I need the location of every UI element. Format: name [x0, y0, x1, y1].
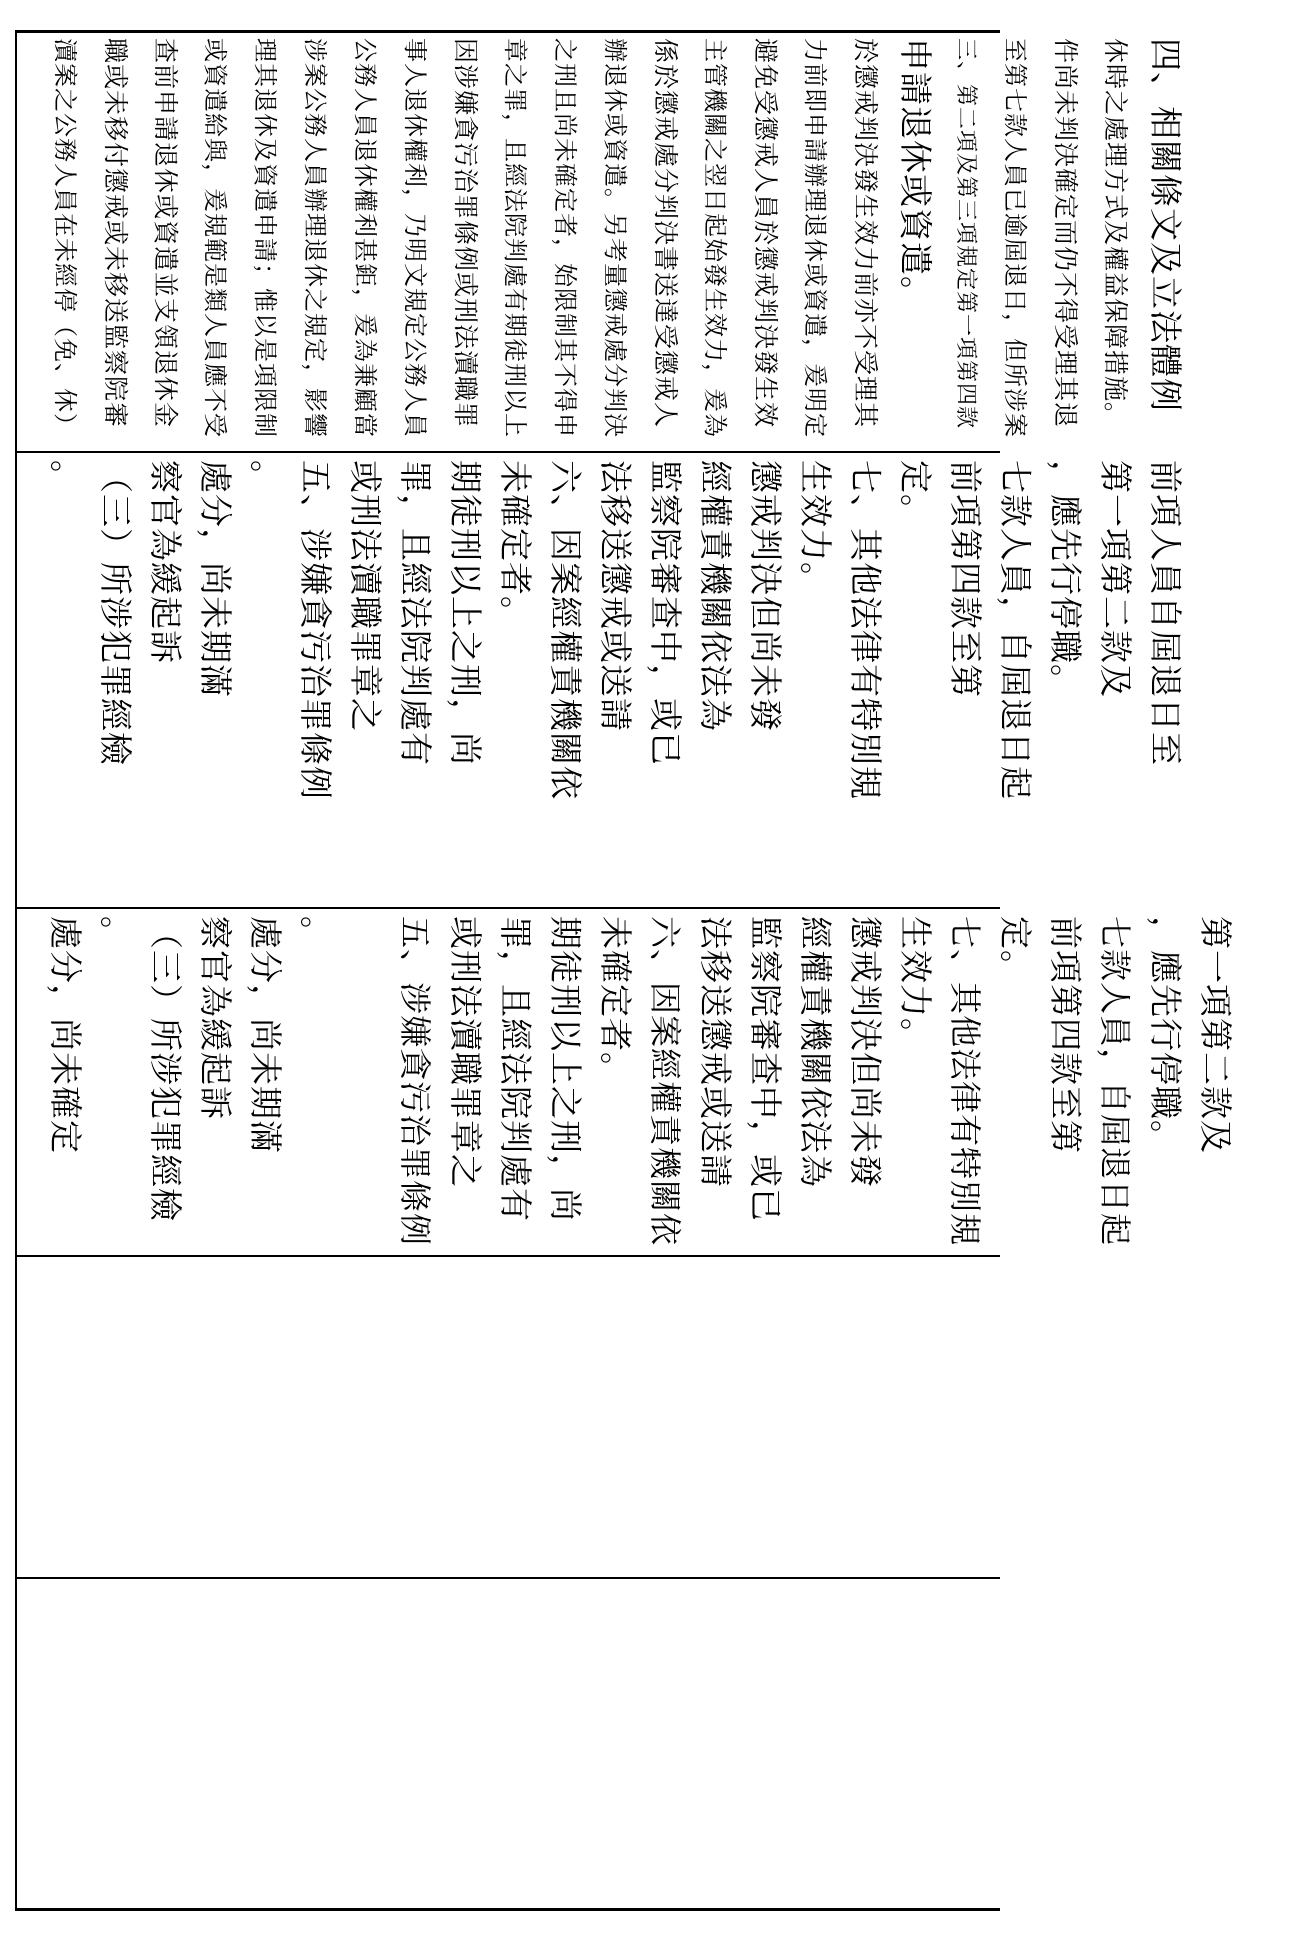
empty-panel-2 — [40, 1584, 990, 1904]
current-article-panel — [40, 916, 1235, 1252]
current-article-text-line: 生效力。 — [896, 916, 935, 1052]
draft-article-text-line: 。 — [46, 460, 85, 494]
draft-article-text-line: 七、其他法律有特別規 — [846, 460, 885, 800]
draft-article-column — [90, 460, 140, 904]
explanation-column — [440, 38, 490, 448]
explanation-column — [1040, 38, 1090, 448]
current-article-text-line: 。 — [96, 916, 135, 950]
draft-article-text-line: （三）所涉犯罪經檢 — [96, 460, 135, 766]
draft-article-column — [740, 460, 790, 904]
draft-article-column — [40, 460, 90, 904]
current-article-text-line: 罪，且經法院判處有 — [496, 916, 535, 1222]
explanation-text-line: 主管機關之翌日起始發生效力，爰為 — [701, 38, 729, 438]
draft-article-column — [340, 460, 390, 904]
draft-article-column — [540, 460, 590, 904]
explanation-text-line: 事人退休權利，乃明文規定公務人員 — [401, 38, 429, 438]
explanation-text-line: 於懲戒判決發生效力前亦不受理其 — [851, 38, 880, 429]
draft-article-text-line: 。 — [246, 460, 285, 494]
draft-article-column — [990, 460, 1040, 904]
current-article-columns — [40, 916, 1235, 1252]
draft-article-text-line: 第一項第二款及 — [1096, 460, 1135, 698]
current-article-column — [540, 916, 590, 1252]
current-article-column — [90, 916, 140, 1252]
current-article-column — [890, 916, 940, 1252]
row-divider-2 — [15, 907, 1000, 909]
draft-article-column — [590, 460, 640, 904]
current-article-text-line: 處分，尚未期滿 — [246, 916, 285, 1154]
current-article-column — [640, 916, 690, 1252]
explanation-text-line: 至第七款人員已逾屆退日，但所涉案 — [1001, 38, 1029, 438]
draft-article-columns — [40, 460, 1185, 904]
draft-article-column — [640, 460, 690, 904]
current-article-text-line: 七、其他法律有特別規 — [946, 916, 984, 1247]
current-article-column — [240, 916, 290, 1252]
empty-panel-1 — [40, 1262, 990, 1574]
current-article-text-line: 未確定者。 — [596, 916, 635, 1086]
current-article-column — [140, 916, 190, 1252]
current-article-text-line: （三）所涉犯罪經檢 — [146, 916, 185, 1222]
explanation-text-line: 章之罪，且經法院判處有期徒刑以上 — [501, 38, 529, 438]
explanation-column — [240, 38, 290, 448]
draft-article-text-line: 生效力。 — [796, 460, 835, 596]
explanation-text-line: 件尚未判決確定而仍不得受理其退 — [1051, 38, 1080, 429]
explanation-text-line: 三、第二項及第三項規定第一項第四款 — [953, 38, 978, 430]
current-article-column — [440, 916, 490, 1252]
current-article-column — [1190, 916, 1240, 1252]
draft-article-panel — [40, 460, 1185, 904]
draft-article-column — [790, 460, 840, 904]
explanation-text-line: 之刑且尚未確定者，始限制其不得申 — [551, 38, 579, 438]
draft-article-text-line: 或刑法瀆職罪章之 — [346, 460, 385, 732]
explanation-column — [140, 38, 190, 448]
explanation-column — [790, 38, 840, 448]
draft-article-text-line: ，應先行停職。 — [1046, 460, 1085, 698]
draft-article-column — [290, 460, 340, 904]
draft-article-text-line: 七款人員，自屆退日起 — [996, 460, 1035, 800]
row-divider-1 — [15, 451, 1000, 453]
current-article-text-line: 經權責機關依法為 — [796, 916, 835, 1188]
explanation-column — [640, 38, 690, 448]
draft-article-text-line: 懲戒判決但尚未發 — [746, 460, 785, 732]
draft-article-text-line: 經權責機關依法為 — [696, 460, 735, 732]
explanation-text-line: 四、相關條文及立法體例 — [1146, 38, 1185, 412]
current-article-text-line: 定。 — [996, 916, 1035, 984]
explanation-text-line: 瀆案之公務人員在未經停（免、休） — [51, 38, 79, 438]
draft-article-text-line: 未確定者。 — [496, 460, 535, 630]
explanation-columns — [40, 38, 1185, 448]
row-divider-4 — [15, 1577, 1000, 1579]
draft-article-column — [1140, 460, 1190, 904]
explanation-column — [990, 38, 1040, 448]
current-article-text-line: 懲戒判決但尚未發 — [846, 916, 885, 1188]
draft-article-text-line: 五、涉嫌貪污治罪條例 — [296, 460, 335, 800]
explanation-text-line: 涉案公務人員辦理退休之規定，影響 — [301, 38, 329, 438]
draft-article-column — [1040, 460, 1090, 904]
draft-article-column — [390, 460, 440, 904]
current-article-column — [940, 916, 990, 1252]
current-article-text-line: ，應先行停職。 — [1146, 916, 1185, 1154]
draft-article-text-line: 法移送懲戒或送請 — [596, 460, 635, 732]
current-article-column — [490, 916, 540, 1252]
explanation-column — [190, 38, 240, 448]
explanation-column — [740, 38, 790, 448]
explanation-column — [890, 38, 940, 448]
current-article-column — [790, 916, 840, 1252]
row-divider-3 — [15, 1255, 1000, 1257]
draft-article-text-line: 前項人員自屆退日至 — [1146, 460, 1185, 766]
explanation-column — [490, 38, 540, 448]
explanation-text-line: 係於懲戒處分判決書送達受懲戒人 — [651, 38, 680, 429]
current-article-column — [1090, 916, 1140, 1252]
current-article-column — [190, 916, 240, 1252]
explanation-text-line: 力前即申請辦理退休或資遣，爰明定 — [801, 38, 829, 438]
left-border — [15, 30, 17, 1911]
explanation-column — [540, 38, 590, 448]
explanation-text-line: 查前申請退休或資遣並支領退休金 — [151, 38, 180, 429]
draft-article-text-line: 處分，尚未期滿 — [196, 460, 235, 698]
draft-article-column — [490, 460, 540, 904]
draft-article-text-line: 監察院審查中，或已 — [646, 460, 685, 766]
top-border — [15, 30, 1000, 33]
explanation-text-line: 或資遣給與，爰規範是類人員應不受 — [201, 38, 229, 438]
current-article-column — [1040, 916, 1090, 1252]
current-article-text-line: 六、因案經權責機關依 — [646, 916, 684, 1247]
current-article-column — [290, 916, 340, 1252]
explanation-text-line: 避免受懲戒人員於懲戒判決發生效 — [751, 38, 780, 429]
explanation-column — [290, 38, 340, 448]
current-article-column — [990, 916, 1040, 1252]
draft-article-column — [140, 460, 190, 904]
current-article-column — [40, 916, 90, 1252]
current-article-text-line: 處分，尚未確定 — [46, 916, 85, 1154]
draft-article-text-line: 六、因案經權責機關依 — [546, 460, 585, 800]
explanation-text-line: 公務人員退休權利甚鉅，爰為兼顧當 — [351, 38, 379, 438]
explanation-column — [590, 38, 640, 448]
explanation-column — [90, 38, 140, 448]
bottom-border — [15, 1908, 1000, 1911]
current-article-column — [590, 916, 640, 1252]
explanation-column — [940, 38, 990, 448]
current-article-text-line: 前項第四款至第 — [1046, 916, 1085, 1154]
current-article-text-line: 或刑法瀆職罪章之 — [446, 916, 485, 1188]
current-article-text-line: 七款人員，自屆退日起 — [1096, 916, 1134, 1247]
explanation-column — [390, 38, 440, 448]
draft-article-text-line: 察官為緩起訴 — [146, 460, 185, 664]
current-article-text-line: 監察院審查中，或已 — [746, 916, 785, 1222]
draft-article-text-line: 定。 — [896, 460, 935, 528]
explanation-text-line: 理其退休及資遣申請；惟以是項限制 — [251, 38, 279, 438]
current-article-column — [1140, 916, 1190, 1252]
explanation-column — [340, 38, 390, 448]
current-article-column — [840, 916, 890, 1252]
current-article-column — [690, 916, 740, 1252]
explanation-text-line: 休時之處理方式及權益保障措施。 — [1101, 38, 1130, 429]
explanation-column — [1140, 38, 1190, 448]
draft-article-column — [440, 460, 490, 904]
current-article-column — [740, 916, 790, 1252]
current-article-column — [340, 916, 390, 1252]
draft-article-text-line: 期徒刑以上之刑，尚 — [446, 460, 485, 766]
draft-article-column — [190, 460, 240, 904]
explanation-text-line: 申請退休或資遣。 — [896, 38, 935, 310]
current-article-text-line: 第一項第二款及 — [1196, 916, 1235, 1154]
draft-article-column — [890, 460, 940, 904]
current-article-text-line: 察官為緩起訴 — [196, 916, 235, 1120]
explanation-column — [840, 38, 890, 448]
draft-article-column — [690, 460, 740, 904]
current-article-text-line: 法移送懲戒或送請 — [696, 916, 735, 1188]
draft-article-column — [940, 460, 990, 904]
current-article-text-line: 五、涉嫌貪污治罪條例 — [396, 916, 434, 1247]
draft-article-text-line: 罪，且經法院判處有 — [396, 460, 435, 766]
explanation-panel — [40, 38, 1185, 448]
draft-article-column — [240, 460, 290, 904]
explanation-column — [1090, 38, 1140, 448]
draft-article-text-line: 前項第四款至第 — [946, 460, 985, 698]
explanation-column — [690, 38, 740, 448]
explanation-text-line: 因涉嫌貪污治罪條例或刑法瀆職罪 — [451, 38, 480, 429]
explanation-column — [40, 38, 90, 448]
explanation-text-line: 職或未移付懲戒或未移送監察院審 — [101, 38, 130, 429]
current-article-text-line: 期徒刑以上之刑，尚 — [546, 916, 585, 1222]
explanation-text-line: 辦退休或資遣。另考量懲戒處分判決 — [601, 38, 629, 438]
current-article-text-line: 。 — [296, 916, 335, 950]
draft-article-column — [840, 460, 890, 904]
current-article-column — [390, 916, 440, 1252]
draft-article-column — [1090, 460, 1140, 904]
